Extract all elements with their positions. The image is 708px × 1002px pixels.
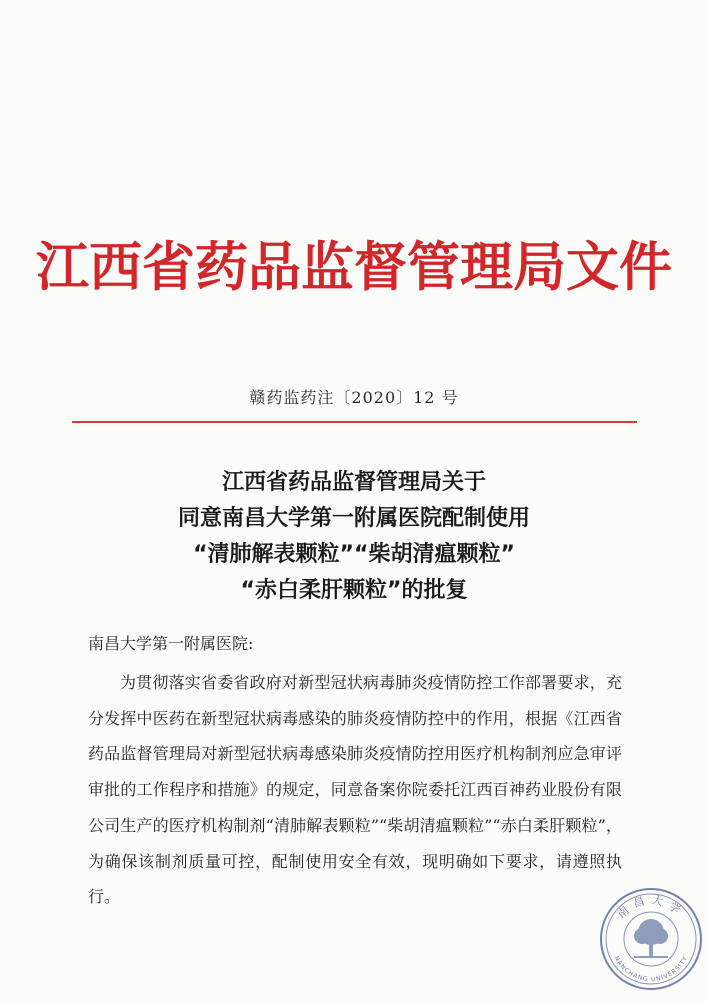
red-divider (72, 421, 637, 423)
title-line-3: “清肺解表颗粒”“柴胡清瘟颗粒” (193, 542, 515, 567)
university-seal-icon (598, 886, 704, 992)
title-line-2: 同意南昌大学第一附属医院配制使用 (177, 506, 530, 531)
issuing-authority-header: 江西省药品监督管理局文件 (36, 236, 672, 298)
svg-text:南昌大学: 南昌大学 (614, 893, 688, 921)
document-title (0, 465, 708, 609)
body-paragraph: 为贯彻落实省委省政府对新型冠状病毒肺炎疫情防控工作部署要求，充分发挥中医药在新型冠状病毒感染的肺炎疫情防控中的作用，根据《江西省药品监督管理局对新型冠状病毒感染肺炎疫情防控用医疗机构制剂应急审评审批的工作程序和措施》的规定，同意备案你院委托江西百神药业股份有限公司生产的医疗机构制剂“清肺解表颗粒”“柴胡清瘟颗粒”“赤白柔肝颗粒”，为确保该制剂质量可控，配制使用安全有效，现明确如下要求，请遵照执行。 (88, 673, 622, 907)
recipient-line: 南昌大学第一附属医院: (88, 634, 254, 653)
document-number: 赣药监药注〔2020〕12 号 (249, 388, 459, 407)
title-line-1: 江西省药品监督管理局关于 (221, 470, 486, 495)
title-line-4: “赤白柔肝颗粒”的批复 (240, 578, 468, 603)
svg-text:NANCHANG UNIVERSITY: NANCHANG UNIVERSITY (612, 955, 690, 984)
